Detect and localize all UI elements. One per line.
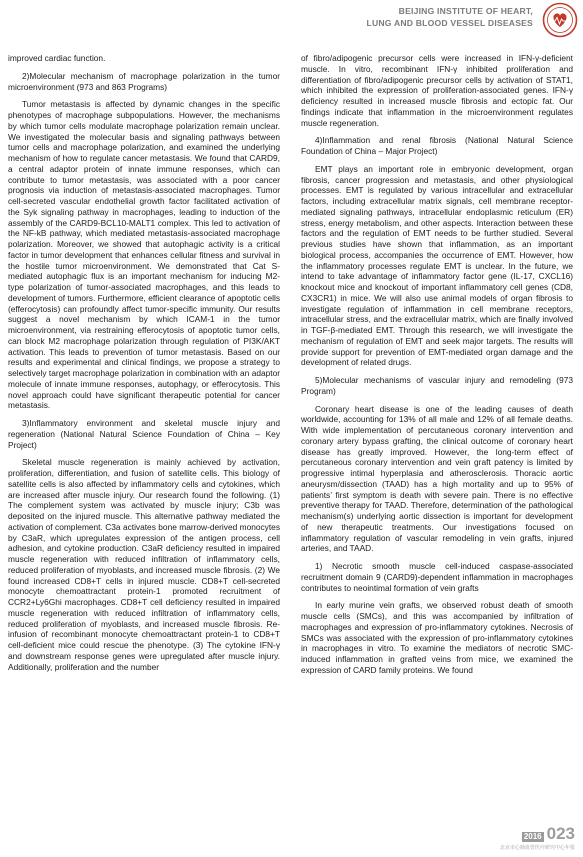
institute-name-line-2: LUNG AND BLOOD VESSEL DISEASES [366, 18, 533, 28]
report-year: 2016 [523, 832, 542, 841]
body-paragraph: EMT plays an important role in embryonic development, organ fibrosis, cancer progression and metastasis, and other physiological processes. EMT is regulated by various intracellular and extracellular factors, including extracellular matrix signals, cell membrane receptor-mediated signaling pathways, intracellular endoplasmic reticulum (ER) stress, energy metabolism, and other aspects. Interaction between these factors and the regulation of EMT needs to be further studied. Several previous studies have shown that inflammation, as an important biological process, accompanies the occurrence of EMT. However, how the inflammatory processes regulate EMT is unclear. In the future, we intend to take advantage of inflammatory factor gene (IL-17, CXCL16) knockout mice and knockout of important inflammatory cell genes (CD8, CX3CR1) in mice. We will also use animal models of organ fibrosis to investigate regulation of inflammation in cell membrane receptors, intracellular stress, and the extracellular matrix, which are finally involved in TGF-β-mediated EMT. Through this research, we will investigate the mechanism of regulation of EMT and seek major targets. The results will provide support for prevention of EMT-mediated organ damage and the development of related drugs. [301, 163, 573, 368]
right-column [301, 53, 573, 676]
body-paragraph: In early murine vein grafts, we observed robust death of smooth muscle cells (SMCs), and this was accompanied by infiltration of macrophages and expression of pro-inflammatory cytokines. Necrosis of SMCs was associated with the expression of pro-inflammatory cytokines in macrophages in vitro. To examine the mediators of necrotic SMC-induced inflammation in grafted veins from mice, we examined the expression of CARD family proteins. We found [301, 600, 573, 675]
institute-logo-icon [542, 2, 578, 38]
page-number: 023 [546, 824, 575, 843]
body-paragraph: Tumor metastasis is affected by dynamic changes in the specific phenotypes of macrophage subpopulations. However, the mechanisms by which tumor cells modulate macrophage polarization remain unclear. We investigated the molecular basis and signaling pathways between tumor cells and macrophage polarization, and examined the underlying mechanism of how to regulate cancer metastasis. We found that CARD9, a central adaptor protein of innate immune responses, which can contribute to tumor metastasis, was associated with a poor cancer prognosis via induction of metastasis-associated macrophages. Tumor cell-secreted vascular endothelial growth factor facilitated activation of the Syk signaling pathway in macrophages, leading to induction of the assembly of the CARD9-BCL10-MALT1 complex. This led to activation of the NF-kB pathway, which mediated metastasis-associated macrophage polarization. Moreover, we showed that autophagic activity is a critical factor in tumor development that enhances cellular fitness and survival in the hostile tumor microenvironment. We demonstrated that Cat S-mediated autophagic flux is an important mechanism for inducing M2-type polarization of tumor-associated macrophages, and this leads to development of tumors. Furthermore, efficient clearance of apoptotic cells (efferocytosis) can profoundly affect tumor-specific immunity. Our results suggest a novel mechanism by which ICAM-1 in the tumor microenvironment, via restraining efferocytosis of apoptotic tumor cells, can block M2 macrophage polarization through regulation of PI3K/AKT activation. This leads to prevention of tumor metastasis. Based on our results and experimental and clinical findings, we propose a strategy to selectively target macrophage polarization in combination with an adaptor molecule of innate immune responses, autophagy, or efferocytosis. This novel approach could have significant therapeutic potential for cancer metastasis. [8, 99, 280, 411]
page-header [0, 0, 583, 44]
body-paragraph: improved cardiac function. [8, 53, 106, 63]
left-column [8, 53, 280, 672]
section-heading: 3)Inflammatory environment and skeletal muscle injury and regeneration (National Natural Science Foundation of China – Key Project) [8, 418, 280, 450]
body-paragraph: Coronary heart disease is one of the leading causes of death worldwide, accounting for 13% of all male and 12% of all female deaths. With wide implementation of percutaneous coronary intervention and coronary artery bypass grafting, the clinical outcome of coronary heart disease has greatly improved. However, the long-term effect of percutaneous coronary intervention and vein graft patency is limited by progressive intimal hyperplasia and atherosclerosis. Thoracic aortic aneurysm/dissection (TAAD) has a high mortality and up to 95% of patients’ first symptom is death with severe pain. There is no effective preventive therapy for TAAD. Therefore, determination of the pathological mechanism(s) underlying aortic dissection is important for development of new therapeutic treatments. Our investigations focused on inflammatory regulation of vascular remodeling in vein grafts, injured arteries, and TAAD. [301, 403, 573, 554]
page-footer [500, 826, 575, 851]
section-heading: 4)Inflammation and renal fibrosis (National Natural Science Foundation of China – Major Project) [301, 135, 573, 156]
section-heading: 5)Molecular mechanisms of vascular injury and remodeling (973 Program) [301, 375, 573, 396]
institute-name [367, 5, 533, 29]
body-paragraph: of fibro/adipogenic precursor cells were increased in IFN-γ-deficient muscle. In vitro, recombinant IFN-γ inhibited proliferation and differentiation of fibro/adipogenic precursor cells by activation of STAT1, which inhibited the expression of proliferation-associated genes. IFN-γ deficiency resulted in increased muscle fibrosis and ectopic fat. Our findings indicate that inflammation in the microenvironment regulates muscle regeneration. [301, 53, 573, 128]
section-heading: 1) Necrotic smooth muscle cell-induced caspase-associated recruitment domain 9 (CARD9)-dependent inflammation in macrophages contributes to neointimal formation of vein grafts [301, 561, 573, 593]
footer-subtitle: 北京市心肺血管医疗研究中心年报 [499, 845, 575, 851]
institute-name-line-1: BEIJING INSTITUTE OF HEART, [398, 6, 533, 16]
section-heading: 2)Molecular mechanism of macrophage polarization in the tumor microenvironment (973 and 863 Programs) [8, 70, 280, 92]
body-paragraph: Skeletal muscle regeneration is mainly achieved by activation, proliferation, differentiation, and fusion of satellite cells. This biology of satellite cells is also affected by inflammatory cells and cytokines, which are increased after muscle injury. Our research found the following. (1) The complement system was activated by muscle injury; C3b was deposited on the injured muscle. This alternative pathway mediated the activation of complement. C3a activates bone marrow-derived monocytes by C3aR, which upregulates expression of the antigen process, cell adhesion, and cytokine production. C3aR deficiency resulted in impaired muscle regeneration with reduced infiltration of inflammatory cells, reduced proliferation of myoblasts, and increased muscle fibrosis. (2) We found increased CD8+T cells in injured muscle. CD8+T cell-secreted monocyte chemoattractant protein-1 promoted recruitment of CCR2+Ly6Ghi macrophages. CD8+T cell deficiency resulted in impaired muscle regeneration with reduced infiltration of inflammatory cells, reduced proliferation of myoblasts, and increased muscle fibrosis. Re-infusion of recombinant monocyte chemoattractant protein-1 to CD8+T cell-deficient mice could rescue the phenotype. (3) The cytokine IFN-γ and downstream response genes were upregulated after muscle injury. Additionally, proliferation and the number [8, 457, 280, 672]
